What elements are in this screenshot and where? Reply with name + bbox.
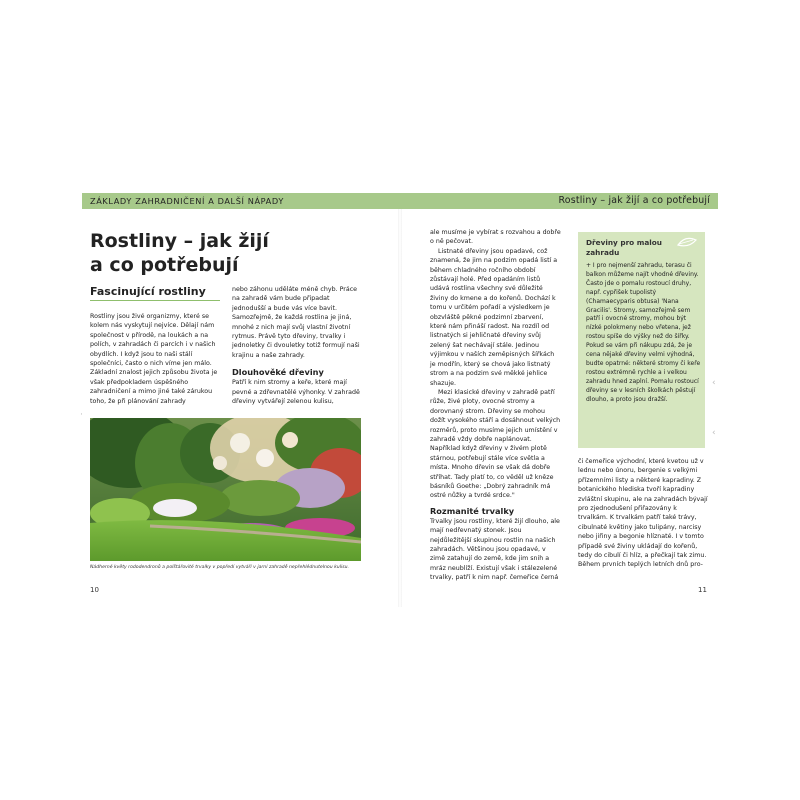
paragraph: či čemeřice východní, které kvetou už v lednu nebo únoru, bergenie s velkými přízemními listy a některé kapradiny. Z botanického hlediska tvoří kapradiny zvláštní skupinu, ale na zahradách bývají pro zjednodušení přiřazovány k trvalkám. K trvalkám patří také trávy, cibulnaté květiny jako tulipány, narcisy nebo jiřiny a begonie hlíznaté. I v tomto případě své živiny ukládají do kořenů, tedy do cibulí či hlíz, a přečkají tak zimu. Během prvních teplých letních dnů pro- bbox=[578, 458, 708, 569]
paragraph: nebo záhonu uděláte méně chyb. Práce na zahradě vám bude připadat jednodušší a bude vás více bavit. Samozřejmě, že každá rostlina je jiná, mnohé z nich mají svůj vlastní životní rytmus. Právě tyto dřeviny, trvalky i jednoletky či dvouletky totiž formují naši krajinu a naše zahrady. bbox=[232, 286, 360, 359]
chevron-left-icon: ‹ bbox=[712, 378, 716, 388]
page-title bbox=[90, 229, 269, 277]
info-box-title bbox=[586, 238, 662, 258]
paragraph: ale musíme je vybírat s rozvahou a dobře o ně pečovat. bbox=[430, 229, 561, 246]
title-line-1: Rostliny – jak žijí bbox=[90, 230, 269, 252]
left-column-1 bbox=[90, 312, 218, 406]
section-heading: Rozmanité trvalky bbox=[430, 505, 515, 516]
right-column-2 bbox=[578, 457, 708, 570]
subtitle-underline bbox=[90, 300, 220, 301]
book-gutter bbox=[398, 209, 402, 607]
info-box bbox=[578, 232, 705, 448]
page-number-left: 10 bbox=[90, 586, 99, 594]
header-left-text: ZÁKLADY ZAHRADNIČENÍ A DALŠÍ NÁPADY bbox=[90, 196, 284, 206]
left-column-2 bbox=[232, 285, 362, 406]
info-box-title-line-1: Dřeviny pro malou bbox=[586, 238, 662, 247]
right-column-1 bbox=[430, 228, 561, 583]
running-header bbox=[82, 193, 718, 209]
garden-photo bbox=[90, 418, 361, 561]
chevron-left-icon: ‹ bbox=[712, 428, 716, 438]
page-number-right: 11 bbox=[698, 586, 707, 594]
photo-caption: Nádherné květy rododendronů a polštářovité trvalky v popředí vytváří v jarní zahradě nepřehlédnutelnou kulisu. bbox=[90, 565, 350, 570]
info-box-text: + I pro nejmenší zahradu, terasu či balkon můžeme najít vhodné dřeviny. Často jde o pomalu rostoucí druhy, např. cypřišek tupolistý (Chamaecyparis obtusa) 'Nana Gracilis'. Stromy, samozřejmě sem patří i ovocné stromy, mohou být nízké polokmeny nebo vřetena, jež rostou spíše do výšky než do šířky. Pokud se vám při nákupu zdá, že je cena nějaké dřeviny velmi výhodná, budte opatrné: některé stromy či keře rostou extrémně rychle a i velkou zahradu hned zaplní. Pomalu rostoucí dřeviny se v lesních školkách pěstují dlouho, a proto jsou dražší. bbox=[586, 262, 701, 403]
page-edge-mark-icon: · bbox=[80, 410, 83, 420]
leaf-icon bbox=[677, 237, 697, 247]
paragraph: Trvalky jsou rostliny, které žijí dlouho, ale mají nedřevnatý stonek. Jsou nejdůležitější skupinou rostlin na našich zahradách. Většinou jsou opadavé, v zimě zatahují do země, kde jim snih a mráz neublíží. Existují však i stálezelené trvalky, patří k nim např. čemeřice černá bbox=[430, 517, 560, 582]
paragraph: Listnaté dřeviny jsou opadavé, což znamená, že jim na podzim opadá listí a během chladného ročního období zůstávají holé. Před opadáním listů udává rostlina všechny své důležité živiny do kmene a do kořenů. Dochází k tomu v určitém pořadí a výsledkem je obzvláště pěkné podzimní zbarvení, které nám přináší radost. Na rozdíl od listnatých si jehličnaté dřeviny svůj zelený šat nechávají stále. Jedinou výjimkou v naších zeměpisných šířkách je modřín, který se chová jako listnatý strom a na podzim své měkké jehlice shazuje. bbox=[430, 247, 558, 387]
section-heading: Dlouhověké dřeviny bbox=[232, 367, 324, 378]
info-box-title-line-2: zahradu bbox=[586, 248, 620, 257]
title-line-2: a co potřebují bbox=[90, 254, 239, 276]
header-right-text: Rostliny – jak žijí a co potřebují bbox=[558, 195, 710, 206]
paragraph: Rostliny jsou živé organizmy, které se kolem nás vyskytují nejvíce. Dělají nám společnost v přírodě, na loukách a na polích, v zahradách či parcích i v našich obydlích. I když jsou to naši stálí společníci, často o nich víme jen málo. Základní znalost jejich způsobu života je však předpokladem úspěšného zahradničení a mimo jiné také zárukou toho, že při plánování zahrady bbox=[90, 313, 218, 405]
section-subtitle: Fascinující rostliny bbox=[90, 285, 206, 298]
paragraph: Patří k nim stromy a keře, které mají pevné a zdřevnatělé výhonky. V zahradě dřeviny vytvářejí zelenou kulisu, bbox=[232, 379, 360, 406]
paragraph: Mezi klasické dřeviny v zahradě patří růže, živé ploty, ovocné stromy a dorovnaný strom. Dřeviny se mohou dožít vysokého stáří a dosáhnout velkých rozměrů, proto musíme jejich umístění v zahradě vždy dobře naplánovat. Například když dřeviny v živém plotě stárnou, potřebují stále více světla a místa. Mnoho dřevin se však dá dobře stříhat. Tady platí to, co věděl už kněze básníků Goethe: „Dobrý zahradník má ostré nůžky a tvrdé srdce." bbox=[430, 388, 561, 500]
